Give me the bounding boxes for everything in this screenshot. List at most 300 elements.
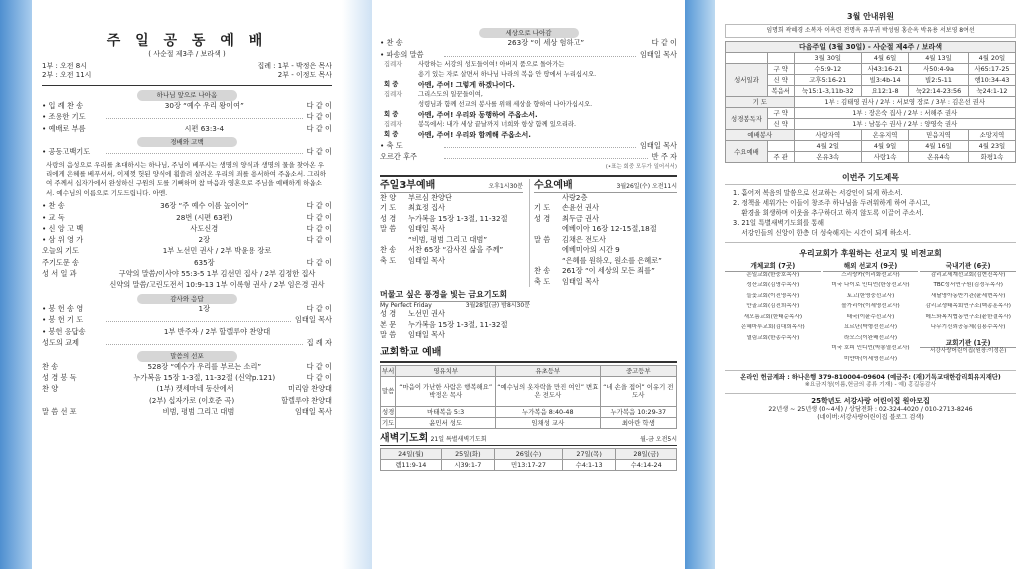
order-label: 성 경 봉 독 [42, 372, 77, 382]
info-label: 말 씀 [380, 224, 397, 234]
mission-item: 미국 호피 인디언(박봉열선교사) [831, 345, 910, 352]
order-leader: 임태일 목사 [294, 315, 332, 325]
benediction-list [380, 141, 677, 164]
mission-item: TBC성서연구원(김정두목사) [933, 282, 1003, 289]
schedule-reader-row [726, 119, 1016, 130]
schedule-cell: 4월 16일 [909, 141, 969, 152]
info-label [534, 193, 562, 204]
mission-item: 안골교회(김진희목사) [746, 303, 800, 310]
order-leader: 다 같 이 [306, 123, 332, 133]
info-label [534, 256, 562, 267]
reading-text: 용기 있는 자로 살면서 하나님 나라의 복음 안 땅에서 누리십시오. [418, 71, 597, 79]
school-cell: 마태복음 5:3 [396, 406, 496, 417]
schedule-cell: 사65:17-25 [968, 64, 1015, 75]
order-leader: 할렐루야 찬양대 [281, 395, 332, 405]
dot-leader [106, 321, 291, 322]
mission-item: 새오름교회(한태순목사) [743, 313, 803, 320]
order-label: 오늘의 기도 [42, 246, 80, 256]
reading-text: 봉독에서: 내가 세상 끝날까지 너희와 항상 함께 있으리라. [418, 121, 577, 129]
service-leader-2: 2부 - 이정도 목사 [277, 71, 332, 80]
order-row [42, 112, 332, 123]
dawn-head-cell: 24일(월) [381, 448, 442, 459]
reading-text: 사랑하는 서강의 성도들이여! 아버지 품으로 돌아가는 [418, 61, 565, 69]
mission-item: 스리랑카(이리화선교사) [841, 271, 900, 278]
info-value: 261장 “이 세상의 모든 죄를” [562, 266, 655, 276]
order-content: 28번 (시편 63편) [176, 212, 233, 222]
sending-list [380, 38, 677, 61]
schedule-group: 예배봉사 [726, 130, 795, 141]
order-content: (1부) 켓세마네 동산에서 [156, 384, 234, 394]
schedule-cell: 1부 : 남동수 권사 / 2부 : 양영숙 권사 [794, 119, 1015, 130]
mission-item: 감리교생태목회연구소(백종훈목사) [925, 303, 1011, 310]
schedule-cell: 고후5:16-21 [794, 75, 862, 86]
info-row [534, 235, 677, 246]
order-row [380, 38, 677, 49]
info-row [534, 256, 677, 267]
order-label: • 신 앙 고 백 [42, 223, 84, 233]
school-head-cell: 영유치부 [396, 365, 496, 376]
info-row [380, 235, 523, 246]
dot-leader [106, 118, 303, 119]
order-leader: 다 같 이 [306, 212, 332, 222]
middle-gutter-right [685, 0, 715, 569]
reading-speaker [384, 71, 418, 81]
order-leader: 다 같 이 [306, 223, 332, 233]
info-value: 에베이아 16장 12-15절,18절 [562, 224, 657, 234]
info-value: 손윤선 권사 [562, 203, 600, 213]
order-leader: 임태일 목사 [639, 141, 677, 151]
mission-title: 우리교회가 후원하는 선교지 및 비전교회 [799, 248, 942, 258]
mission-item: 열림교회(한종수목사) [746, 334, 800, 341]
service-time-1: 1부 : 오전 8시 [42, 62, 87, 71]
info-row [380, 330, 530, 341]
info-value: 누가복음 15장 1-3절, 11-32절 [408, 319, 508, 329]
info-row [380, 214, 523, 225]
order-content: 시편 63:3-4 [184, 123, 225, 133]
schedule-cell: 빌2:5-11 [909, 75, 969, 86]
schedule-cell: 사랑1속 [862, 152, 909, 163]
schedule-cell: 1부 : 장은숙 집사 / 2부 : 서해주 권사 [794, 108, 1015, 119]
order-label: • 찬 송 [42, 201, 65, 211]
order-label: • 예배로 부름 [42, 123, 86, 133]
reading-line [384, 111, 677, 121]
order-row [380, 50, 677, 61]
order-list-4 [42, 304, 332, 349]
schedule-serve-row [726, 130, 1016, 141]
info-value: 최두금 권사 [562, 213, 600, 223]
section-label: 말씀의 선포 [137, 351, 237, 361]
order-label: • 찬 송 [380, 38, 403, 48]
school-cell: 기도 [382, 418, 395, 427]
order-content: 구약의 말씀/이사야 55:3-5 1부 김선민 집사 / 2부 김정한 집사 [118, 269, 316, 278]
mission-head: 해외 선교지 (9곳) [823, 262, 919, 272]
schedule-cell: 온유3속 [794, 152, 862, 163]
order-content: 1부 반주자 / 2부 할렐루야 찬양대 [163, 326, 271, 336]
section-label: 감사와 응답 [137, 294, 237, 304]
mission-item: 은혜마루교회(김대희목사) [740, 324, 805, 331]
mission-head: 개체교회 (7곳) [725, 262, 821, 272]
schedule-date: 4월 20일 [968, 53, 1015, 64]
info-label: 찬 송 [380, 245, 397, 255]
dawn-head-cell: 28일(금) [616, 448, 677, 459]
reading-line [384, 101, 677, 111]
info-row [380, 224, 523, 235]
usher-title: 3월 안내위원 [847, 12, 894, 21]
school-row [381, 376, 677, 406]
order-row [42, 101, 332, 112]
schedule-date: 4월 6일 [862, 53, 909, 64]
order-leader: 임태일 목사 [294, 406, 332, 416]
schedule-cell: 사43:16-21 [862, 64, 909, 75]
order-leader: 다 같 이 [306, 361, 332, 371]
order-label: • 공동고백기도 [42, 147, 91, 157]
order-leader: 다 같 이 [306, 304, 332, 314]
reading-text: 아멘, 주여! 우리와 함께해 주옵소서. [418, 131, 531, 140]
friday-prayer-box [380, 290, 530, 341]
order-leader: 집 례 자 [306, 337, 332, 347]
mission-head: 교회기관 (1곳) [920, 339, 1016, 349]
service-leader-1: 집례 : 1부 - 박정은 목사 [257, 62, 332, 71]
reading-speaker: 회 중 [384, 81, 399, 89]
order-row [42, 213, 332, 224]
dawn-head-row [381, 448, 677, 459]
reading-speaker [384, 101, 418, 111]
school-cell: 임채성 교사 [496, 417, 601, 428]
info-value: 부르심 찬양단 [408, 192, 452, 202]
mission-grid [725, 262, 1016, 366]
prayer-topic: 서강인들의 신앙이 한층 더 성숙해지는 시간이 되게 하소서. [733, 229, 912, 238]
info-value: 임태일 목사 [408, 224, 446, 234]
dawn-cell: 수4:1-13 [562, 459, 615, 470]
reading-text: 아멘, 주여! 그렇게 하겠나이다. [418, 81, 515, 90]
info-row [534, 245, 677, 256]
order-label: • 삼 위 영 가 [42, 235, 84, 245]
info-row [534, 266, 677, 277]
info-label: 본 문 [380, 319, 397, 329]
prayer-topic: 1. 흩어져 복음의 말씀으로 선교하는 서강인이 되게 하소서. [733, 188, 903, 197]
schedule-prayer-row [726, 97, 1016, 108]
section-label: 세상으로 나아감 [479, 28, 579, 38]
dawn-sub: 21일 특별새벽기도회 [430, 435, 487, 443]
info-label: 성 경 [534, 213, 551, 223]
school-cell: 성경 [382, 407, 395, 416]
order-label: • 교 독 [42, 212, 65, 222]
order-label: • 봉헌 응답송 [42, 326, 86, 336]
dot-leader [106, 344, 303, 345]
mission-item: 라오스(이완배선교사) [844, 334, 897, 341]
order-row [42, 280, 332, 291]
schedule-cell: 신 약 [767, 75, 794, 86]
order-leader: 다 같 이 [306, 100, 332, 110]
info-label: 축 도 [380, 255, 397, 265]
schedule-head: 다음주일 (3월 30일) - 사순절 제4주 / 보라색 [726, 42, 1016, 53]
wednesday-title: 수요예배 [534, 179, 573, 191]
order-content: 2장 [198, 235, 211, 245]
school-title: 교회학교 예배 [380, 344, 677, 363]
reading-speaker: 집례자 [384, 61, 403, 69]
bulletin-page-3 [715, 0, 1024, 569]
school-head-cell: 중고등부 [600, 365, 676, 376]
order-label: 성 서 일 과 [42, 269, 77, 278]
schedule-cell: 수5:9-12 [794, 64, 862, 75]
prayer-topic: 환경을 회생하며 이웃을 추구하더고 하지 않도록 이끌어 주소서. [733, 209, 924, 218]
reading-speaker: 회 중 [384, 111, 399, 119]
order-label: • 조용한 기도 [42, 112, 86, 122]
schedule-row [726, 86, 1016, 97]
schedule-cell: 믿음지역 [909, 130, 969, 141]
schedule-cell: 주 관 [767, 152, 794, 163]
dawn-title: 새벽기도회 [380, 432, 429, 444]
order-leader: 다 같 이 [306, 235, 332, 245]
order-content: 263장 “이 세상 험하고” [507, 38, 585, 48]
school-head-row [381, 365, 677, 376]
third-service-title: 주일3부예배 [380, 179, 436, 191]
schedule-cell: 4월 23일 [968, 141, 1015, 152]
confession-prayer: 사랑의 음성으로 우리를 초대하시는 하나님, 주님이 베푸시는 생명의 양식과 생명의 물을 찾아온 우리에게 은혜를 베푸셔서, 이제껏 헛된 양식에 휩쓸려 살려온 우리의 죄를 용서하여 주옵소서. 그리하여 주께서 십자가에서 완성하신 구원의 도를 기뻐하며 참 마음과 영혼으로 주님을 예배하게 하옵소서. 예수님의 이름으로 기도드립니다. 아멘. [46, 160, 327, 197]
order-row [380, 141, 677, 152]
school-cell: 누가복음 10:29-37 [600, 406, 676, 417]
info-row [380, 320, 530, 331]
school-head-cell: 부서 [382, 366, 395, 375]
info-value: 에베미아의 시간 9 [562, 245, 620, 255]
schedule-table [725, 41, 1016, 163]
schedule-cell: 4월 9일 [862, 141, 909, 152]
friday-sub: My Perfect Friday [380, 301, 432, 309]
mission-item: 미얀마(이세영선교사) [844, 355, 897, 362]
section-label: 하나님 앞으로 나아옴 [137, 90, 237, 100]
info-value: 김채은 전도사 [562, 234, 606, 244]
prayer-topic: 3. 21일 특별새벽기도회를 통해 [733, 219, 825, 228]
schedule-cell: 눅24:1-12 [968, 86, 1015, 97]
order-label: 찬 송 [42, 361, 59, 371]
schedule-cell: 4월 2일 [794, 141, 862, 152]
dawn-row [381, 459, 677, 470]
info-label: 찬 송 [534, 266, 551, 276]
reading-speaker: 회 중 [384, 131, 399, 139]
bank-account: 온라인 헌금계좌 : 하나은행 379-810004-09604 (예금주: (재)기독교대한감리회유지재단) [740, 374, 1001, 382]
info-label: 성 경 [380, 309, 397, 319]
order-content: 635장 [193, 257, 215, 267]
schedule-date: 3월 30일 [794, 53, 862, 64]
order-content: (2부) 십자가로 (이호준 곡) [148, 395, 235, 405]
order-content: 1부 노선민 권사 / 2부 박윤용 장로 [162, 246, 272, 256]
kindergarten-search: (네이버:서강사랑어린이집 블로그 검색) [817, 413, 924, 421]
info-row [534, 214, 677, 225]
order-label: • 입 례 찬 송 [42, 100, 84, 110]
school-cell: “예수님의 옷자락을 만진 여인” 변효은 전도사 [496, 376, 601, 406]
info-value: 최효정 집사 [408, 203, 446, 213]
order-content: 비범, 평범 그리고 대범 [162, 406, 235, 416]
schedule-empty [767, 53, 794, 64]
reading-speaker: 집례자 [384, 121, 403, 129]
school-cell: 누가복음 8:40-48 [496, 406, 601, 417]
order-leader: 다 같 이 [306, 257, 332, 267]
bank-note: ※요금지청(이름,헌금의 종류 기재) - 예) 홍길동감사 [804, 382, 937, 389]
order-label: 오르간 후주 [380, 152, 418, 162]
mission-item: 나무기신뢰공동체(김용수목사) [930, 324, 1006, 331]
info-row [534, 203, 677, 214]
dawn-head-cell: 25일(화) [441, 448, 494, 459]
prayer-topics [725, 184, 1016, 243]
info-value: 누가복음 15장 1-3절, 11-32절 [408, 213, 508, 223]
reading-line [384, 71, 677, 81]
order-leader: 다 같 이 [306, 112, 332, 122]
service-title: 주 일 공 동 예 배 [106, 33, 268, 49]
school-head-cell: 유초등부 [496, 365, 601, 376]
order-row [380, 152, 677, 163]
dawn-cell: 수4:14-24 [616, 459, 677, 470]
order-leader: 다 같 이 [306, 201, 332, 211]
order-label: • 봉 헌 기 도 [42, 315, 84, 325]
dot-leader [444, 147, 636, 148]
order-row [42, 235, 332, 246]
schedule-cell: 사50:4-9a [909, 64, 969, 75]
reading-text: 그리스도의 일꾼들이여, [418, 91, 483, 99]
info-row [380, 203, 523, 214]
order-content: 사도신경 [190, 223, 219, 233]
order-leader: 다 같 이 [651, 38, 677, 48]
mission-item: 토고(한영중선교사) [846, 292, 895, 299]
order-leader: 반 주 자 [651, 152, 677, 162]
order-row [42, 373, 332, 384]
school-table [380, 365, 677, 429]
dawn-cell: 민13:17-27 [495, 459, 563, 470]
reading-text: 아멘, 주여! 우리와 동행하여 주옵소서. [418, 111, 538, 120]
schedule-group: 성서일과 [726, 64, 768, 97]
middle-gutter-left [342, 0, 372, 569]
schedule-empty [726, 53, 768, 64]
usher-names: 임명희 곽혜경 소복자 이옥련 전명옥 유부귀 박성림 홍순옥 박유용 서보영 8여선 [725, 24, 1016, 38]
schedule-wed-row [726, 152, 1016, 163]
schedule-empty [767, 141, 794, 152]
school-row [381, 417, 677, 428]
kindergarten-title: 25학년도 서강사랑 어린이집 원아모집 [811, 396, 930, 405]
schedule-cell: 요12:1-8 [862, 86, 909, 97]
order-label: 말 씀 선 포 [42, 406, 77, 416]
order-label: 주기도문 송 [42, 257, 80, 267]
order-leader: 임태일 목사 [639, 49, 677, 59]
schedule-cell: 복음서 [767, 86, 794, 97]
order-row [42, 407, 332, 418]
info-row [534, 193, 677, 204]
info-row [534, 224, 677, 235]
order-row [42, 124, 332, 135]
order-row [42, 362, 332, 373]
schedule-cell: 온유4속 [909, 152, 969, 163]
kindergarten-info: 22년생 ~ 25년생 (0~4세) / 상담전화 : 02-324-4020 / 010-2713-8246 [768, 405, 973, 413]
order-label: • 파송의 말씀 [380, 49, 424, 59]
order-content: 1장 [198, 304, 211, 314]
info-row [380, 256, 523, 267]
schedule-group: 수요예배 [726, 141, 768, 163]
info-label: 기 도 [534, 203, 551, 213]
mission-item: 서강사랑어린이집(원장:이정은) [929, 348, 1007, 355]
order-row [42, 384, 332, 395]
order-row [42, 338, 332, 349]
info-label: 말 씀 [380, 330, 397, 340]
order-row [42, 258, 332, 269]
school-cell: “네 손을 접어” 이유기 전도사 [600, 376, 676, 406]
schedule-group: 기 도 [726, 97, 795, 108]
schedule-wed-row [726, 141, 1016, 152]
reading-speaker: 집례자 [384, 91, 403, 99]
mission-head: 국내기관 (6곳) [920, 262, 1016, 272]
schedule-row [726, 64, 1016, 75]
school-cell: “마음이 가난한 사람은 행복해요” 박정은 목사 [396, 376, 496, 406]
schedule-cell: 신 약 [767, 119, 794, 130]
info-label: 말 씀 [534, 234, 551, 244]
info-value: 노선민 권사 [408, 309, 446, 319]
dawn-head-cell: 26일(수) [495, 448, 563, 459]
order-content: 36장 “주 예수 이름 높이어” [160, 201, 249, 211]
school-cell: 최아란 학생 [600, 417, 676, 428]
info-label [380, 235, 408, 246]
schedule-cell: 구 약 [767, 64, 794, 75]
order-content: 528장 “예수가 우리를 부르는 소리” [147, 361, 262, 371]
info-row [380, 193, 523, 204]
mission-item: 감리교세계선교회(김현진목사) [930, 271, 1006, 278]
standing-note: (•표는 회중 모두가 일어서서) [605, 163, 677, 170]
order-row [42, 327, 332, 338]
school-cell: 말씀 [381, 376, 396, 406]
order-list-5 [42, 362, 332, 418]
schedule-cell: 온유지역 [862, 130, 909, 141]
info-label: 찬 양 [380, 192, 397, 202]
dawn-time: 월-금 오전5시 [640, 435, 677, 443]
order-list-1 [42, 101, 332, 135]
order-row [42, 269, 332, 280]
bulletin-page-1 [32, 0, 342, 569]
order-content: 신약의 말씀/고린도전서 10:9-13 1부 이록형 권사 / 2부 임은경 권사 [109, 280, 325, 290]
order-leader: 다 같 이 [306, 372, 332, 382]
reading-line [384, 121, 677, 131]
order-row [42, 224, 332, 235]
friday-time: 3월28일(금) 밤8시30분 [465, 301, 530, 309]
topics-title: 이번주 기도제목 [842, 173, 899, 183]
info-label: 기 도 [380, 203, 397, 213]
order-row [42, 396, 332, 407]
schedule-row [726, 75, 1016, 86]
info-row [380, 309, 530, 320]
schedule-cell: 눅22:14-23:56 [909, 86, 969, 97]
schedule-cell: 행10:34-43 [968, 75, 1015, 86]
mission-item: 새날영아동반기관(윤세현목사) [930, 292, 1006, 299]
dawn-cell: 렘11:9-14 [381, 459, 442, 470]
schedule-cell: 소망지역 [968, 130, 1015, 141]
third-service-box [380, 179, 523, 288]
reading-line [384, 91, 677, 101]
order-row [42, 201, 332, 212]
responsive-reading [380, 61, 677, 141]
info-value: 임태일 목사 [408, 255, 446, 265]
schedule-cell: 1부 : 김태영 권사 / 2부 : 서보영 장로 / 3부 : 김은선 권사 [794, 97, 1015, 108]
order-leader: 다 같 이 [306, 147, 332, 157]
reading-line [384, 81, 677, 91]
mission-item: 요르단(박형선선교사) [844, 324, 897, 331]
schedule-group: 성경봉독자 [726, 108, 768, 130]
reading-line [384, 61, 677, 71]
info-value: 임태일 목사 [408, 330, 446, 340]
info-value: “은혜를 원하오, 원소를 은혜로” [562, 255, 662, 265]
order-label: • 축 도 [380, 141, 403, 151]
order-content: 30장 “예수 우리 왕이여” [164, 100, 244, 110]
school-row [381, 406, 677, 417]
schedule-cell: 사랑자역 [794, 130, 862, 141]
schedule-head-row [726, 42, 1016, 53]
reading-text: 성령님과 함께 선교의 봉사를 위해 세상을 향하여 나아가십시오. [418, 101, 593, 109]
bulletin-page-2 [372, 0, 685, 569]
prayer-topic: 2. 정책을 세워가는 이들이 창조주 하나님을 두려워하게 하여 주시고, [733, 198, 931, 207]
